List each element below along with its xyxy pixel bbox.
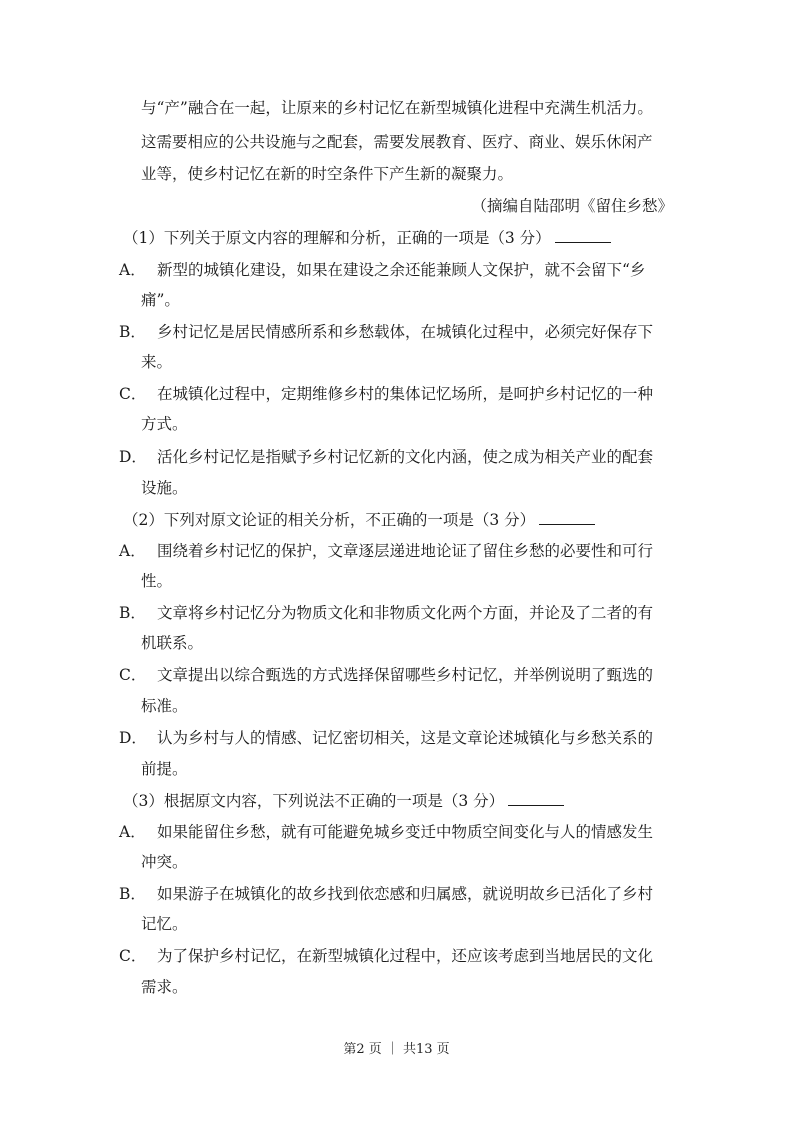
passage-line-1: 与“产”融合在一起，让原来的乡村记忆在新型城镇化进程中充满生机活力。	[141, 99, 653, 117]
passage-line-2: 这需要相应的公共设施与之配套，需要发展教育、医疗、商业、娱乐休闲产	[141, 133, 653, 151]
question-2-stem	[123, 509, 595, 531]
option-letter: D．	[119, 448, 147, 466]
option-letter: A．	[119, 542, 146, 560]
option-text: 如果游子在城镇化的故乡找到依恋感和归属感，就说明故乡已活化了乡村	[157, 885, 654, 903]
passage-source: （摘编自陆邵明《留住乡愁》	[471, 197, 673, 215]
option-text-cont: 记忆。	[141, 915, 188, 933]
option-text-cont: 标准。	[141, 697, 188, 715]
option-text: 乡村记忆是居民情感所系和乡愁载体，在城镇化过程中，必须完好保存下	[157, 323, 654, 341]
option-letter: C．	[119, 385, 147, 403]
option-letter: B．	[119, 323, 146, 341]
option-text-cont: 方式。	[141, 415, 188, 433]
option-letter: C．	[119, 947, 147, 965]
question-1-stem	[123, 227, 611, 249]
option-text: 认为乡村与人的情感、记忆密切相关，这是文章论述城镇化与乡愁关系的	[157, 729, 654, 747]
option-text-cont: 冲突。	[141, 853, 188, 871]
answer-blank-2[interactable]	[539, 510, 595, 525]
option-text: 为了保护乡村记忆，在新型城镇化过程中，还应该考虑到当地居民的文化	[157, 947, 654, 965]
option-text-cont: 前提。	[141, 760, 188, 778]
option-text-cont: 设施。	[141, 479, 188, 497]
option-text: 活化乡村记忆是指赋予乡村记忆新的文化内涵，使之成为相关产业的配套	[157, 448, 654, 466]
option-text-cont: 机联系。	[141, 634, 204, 652]
option-text: 围绕着乡村记忆的保护，文章逐层递进地论证了留住乡愁的必要性和可行	[157, 542, 654, 560]
option-letter: B．	[119, 885, 146, 903]
question-3-stem	[123, 790, 564, 812]
option-text: 如果能留住乡愁，就有可能避免城乡变迁中物质空间变化与人的情感发生	[157, 823, 654, 841]
option-text: 在城镇化过程中，定期维修乡村的集体记忆场所，是呵护乡村记忆的一种	[157, 385, 654, 403]
question-2-text: （2）下列对原文论证的相关分析，不正确的一项是（3 分）	[123, 511, 536, 529]
page-footer: 第2 页 ｜ 共13 页	[343, 1042, 450, 1057]
option-letter: B．	[119, 604, 146, 622]
option-text-cont: 需求。	[141, 978, 188, 996]
option-text-cont: 性。	[141, 572, 173, 590]
option-letter: A．	[119, 823, 146, 841]
option-text: 文章将乡村记忆分为物质文化和非物质文化两个方面，并论及了二者的有	[157, 604, 654, 622]
answer-blank-1[interactable]	[555, 228, 611, 243]
question-3-text: （3）根据原文内容，下列说法不正确的一项是（3 分）	[123, 792, 505, 810]
answer-blank-3[interactable]	[508, 791, 564, 806]
option-text-cont: 痛”。	[141, 291, 180, 309]
option-text-cont: 来。	[141, 353, 173, 371]
question-1-text: （1）下列关于原文内容的理解和分析，正确的一项是（3 分）	[123, 229, 551, 247]
option-text: 文章提出以综合甄选的方式选择保留哪些乡村记忆，并举例说明了甄选的	[157, 666, 654, 684]
option-letter: D．	[119, 729, 147, 747]
option-text: 新型的城镇化建设，如果在建设之余还能兼顾人文保护，就不会留下“乡	[157, 261, 646, 279]
option-letter: A．	[119, 261, 146, 279]
passage-line-3: 业等，使乡村记忆在新的时空条件下产生新的凝聚力。	[141, 165, 514, 183]
option-letter: C．	[119, 666, 147, 684]
